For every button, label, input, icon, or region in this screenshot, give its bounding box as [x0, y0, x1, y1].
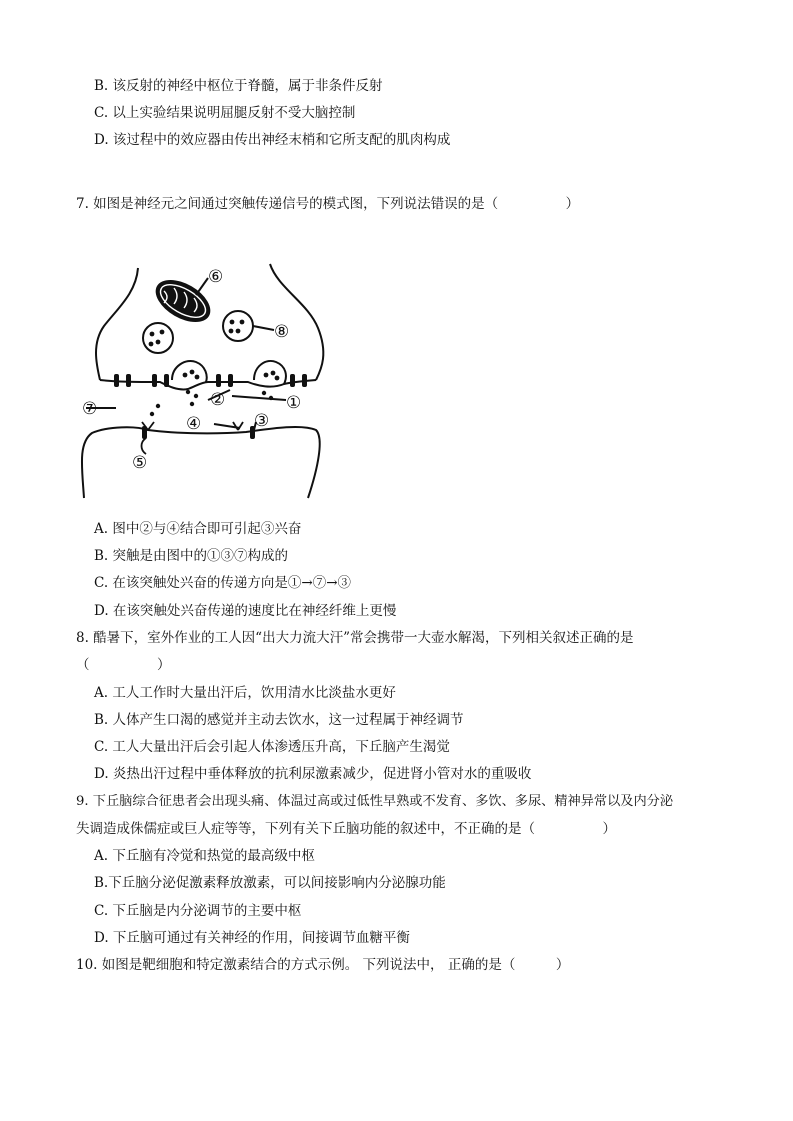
q8-option-d: D. 炎热出汗过程中垂体释放的抗利尿激素减少，促进肾小管对水的重吸收: [94, 766, 532, 782]
q8-stem-line2: （ ）: [76, 657, 171, 673]
label-2: ②: [210, 390, 226, 410]
q6-option-c: C. 以上实验结果说明屈腿反射不受大脑控制: [94, 105, 356, 121]
q9-option-b: B.下丘脑分泌促激素释放激素，可以间接影响内分泌腺功能: [94, 875, 446, 891]
q9-option-d: D. 下丘脑可通过有关神经的作用，间接调节血糖平衡: [94, 930, 410, 946]
q9-stem-line1: 9. 下丘脑综合征患者会出现头痛、体温过高或过低性早熟或不发育、多饮、多尿、精神异常以及内分泌: [76, 794, 674, 809]
q7-option-a: A. 图中②与④结合即可引起③兴奋: [94, 521, 302, 537]
q8-option-c: C. 工人大量出汗后会引起人体渗透压升高，下丘脑产生渴觉: [94, 739, 450, 755]
q9-stem-line2: 失调造成侏儒症或巨人症等等，下列有关下丘脑功能的叙述中，不正确的是（ ）: [76, 821, 616, 837]
label-4: ④: [186, 414, 202, 434]
q10-stem: 10. 如图是靶细胞和特定激素结合的方式示例。 下列说法中， 正确的是（ ）: [76, 957, 570, 973]
synapse-diagram: [78, 258, 328, 504]
q9-option-a: A. 下丘脑有冷觉和热觉的最高级中枢: [94, 848, 315, 864]
label-7: ⑦: [82, 399, 98, 419]
q8-option-b: B. 人体产生口渴的感觉并主动去饮水，这一过程属于神经调节: [94, 712, 464, 728]
label-6: ⑥: [208, 267, 224, 287]
q9-option-c: C. 下丘脑是内分泌调节的主要中枢: [94, 903, 302, 919]
q8-stem-line1: 8. 酷暑下，室外作业的工人因“出大力流大汗”常会携带一大壶水解渴，下列相关叙述正确的是: [76, 630, 634, 646]
label-1: ①: [286, 393, 302, 413]
label-5: ⑤: [132, 453, 148, 473]
q6-option-b: B. 该反射的神经中枢位于脊髓，属于非条件反射: [94, 78, 383, 94]
q7-stem: 7. 如图是神经元之间通过突触传递信号的模式图，下列说法错误的是（ ）: [76, 196, 580, 212]
q7-option-b: B. 突触是由图中的①③⑦构成的: [94, 548, 289, 564]
q6-option-d: D. 该过程中的效应器由传出神经末梢和它所支配的肌肉构成: [94, 132, 451, 148]
q7-option-c: C. 在该突触处兴奋的传递方向是①→⑦→③: [94, 575, 352, 591]
q8-option-a: A. 工人工作时大量出汗后，饮用清水比淡盐水更好: [94, 685, 396, 701]
label-3: ③: [254, 411, 270, 431]
label-8: ⑧: [274, 322, 290, 342]
q7-option-d: D. 在该突触处兴奋传递的速度比在神经纤维上更慢: [94, 603, 397, 619]
